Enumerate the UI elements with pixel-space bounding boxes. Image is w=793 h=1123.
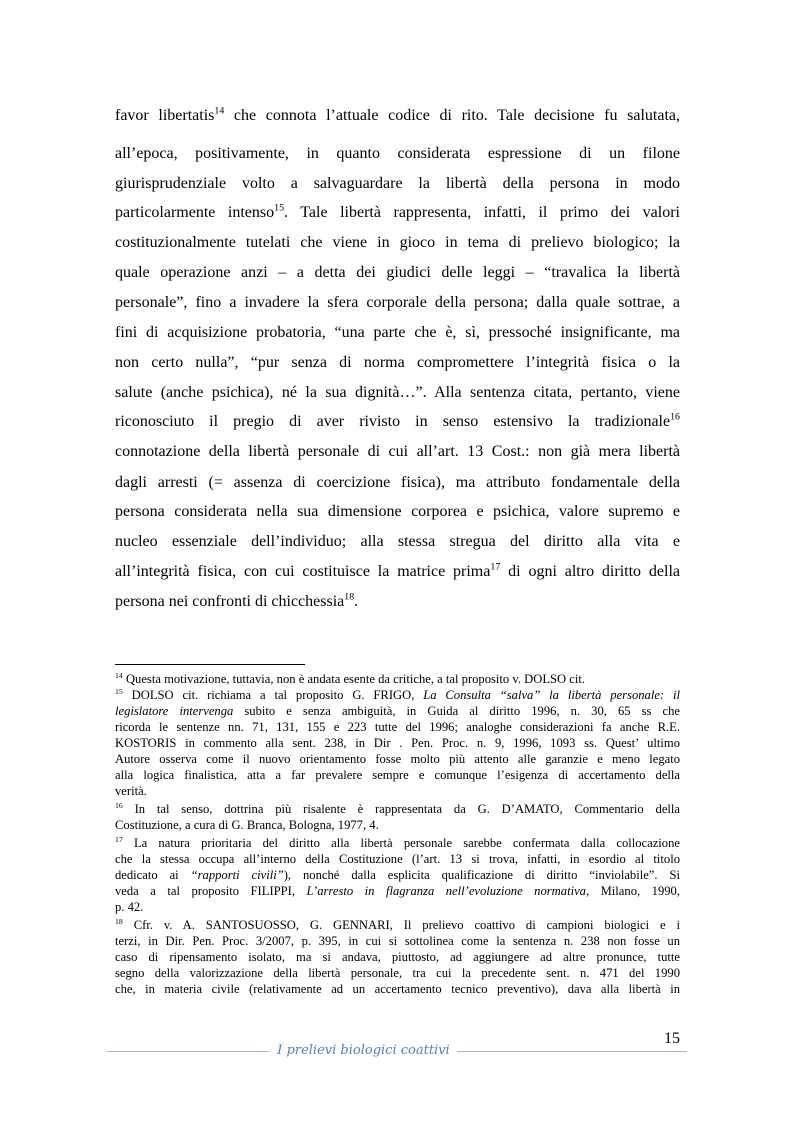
body-line: giurisprudenziale volto a salvaguardare la libertà della persona in modo bbox=[115, 175, 680, 192]
body-line: connotazione della libertà personale di cui all’art. 13 Cost.: non già mera libertà bbox=[115, 443, 680, 460]
footnote-line: veda a tal proposito FILIPPI, L’arresto in flagranza nell’evoluzione normativa, Milano, 1990, bbox=[115, 884, 680, 898]
body-line: favor libertatis$^{14}$ che connota l’attuale codice di rito. Tale decisione fu salutata, bbox=[115, 105, 681, 124]
footnote-line: dedicato ai “rapporti civili”), nonché dalla esplicita qualificazione di diritto “inviolabile”. Si bbox=[115, 868, 680, 882]
body-line: costituzionalmente tutelati che viene in gioco in tema di prelievo biologico; la bbox=[115, 234, 680, 251]
footer-rule-left bbox=[107, 1051, 269, 1052]
footnote-line: che la stessa occupa all’interno della Costituzione (l’art. 13 si trova, infatti, in esordio al titolo bbox=[115, 852, 680, 866]
body-line: salute (anche psichica), né la sua dignità…”. Alla sentenza citata, pertanto, viene bbox=[115, 384, 680, 401]
body-line: persona considerata nella sua dimensione corporea e psichica, valore supremo e bbox=[115, 503, 680, 520]
footnote-16: $^{16}$ In tal senso, dottrina più risalente è rappresentata da G. D’AMATO, Commentario della bbox=[115, 800, 680, 816]
footnote-18: $^{18}$ Cfr. v. A. SANTOSUOSSO, G. GENNARI, Il prelievo coattivo di campioni biologici e i bbox=[115, 916, 680, 932]
body-line: nucleo essenziale dell’individuo; alla stessa stregua del diritto alla vita e bbox=[115, 533, 680, 550]
footnote-line: legislatore intervenga subito e senza ambiguità, in Guida al diritto 1996, n. 30, 65 ss che bbox=[115, 704, 680, 718]
footer-running-title: I prelievi biologici coattivi bbox=[277, 1043, 450, 1058]
footnote-line: KOSTORIS in commento alla sent. 238, in Dir . Pen. Proc. n. 9, 1996, 1093 ss. Quest’ ultimo bbox=[115, 736, 680, 750]
footnote-line: Autore osserva come il nuovo orientamento fosse molto più attento alle garanzie e meno legato bbox=[115, 752, 680, 766]
footnote-line: Costituzione, a cura di G. Branca, Bologna, 1977, 4. bbox=[115, 818, 379, 832]
footnote-line: p. 42. bbox=[115, 900, 144, 914]
body-line: fini di acquisizione probatoria, “una parte che è, sì, pressoché insignificante, ma bbox=[115, 324, 680, 341]
body-line: non certo nulla”, “pur senza di norma compromettere l’integrità fisica o la bbox=[115, 354, 680, 371]
footnote-line: che, in materia civile (relativamente ad un accertamento tecnico preventivo), dava alla libertà in bbox=[115, 982, 680, 996]
body-line: personale”, fino a invadere la sfera corporale della persona; dalla quale sottrae, a bbox=[115, 294, 680, 311]
body-line: riconosciuto il pregio di aver rivisto in senso estensivo la tradizionale$^{16}$ bbox=[115, 411, 680, 430]
footnote-line: terzi, in Dir. Pen. Proc. 3/2007, p. 395, in cui si sottolinea come la sentenza n. 238 non fosse un bbox=[115, 934, 680, 948]
body-line: persona nei confronti di chicchessia$^{18}$. bbox=[115, 591, 359, 610]
footnote-14: $^{14}$ Questa motivazione, tuttavia, non è andata esente da critiche, a tal proposito v. DOLSO cit. bbox=[115, 670, 586, 686]
body-line: all’integrità fisica, con cui costituisce la matrice prima$^{17}$ di ogni altro diritto della bbox=[115, 561, 680, 580]
footnote-15: $^{15}$ DOLSO cit. richiama a tal proposito G. FRIGO, La Consulta “salva” la libertà personale: il bbox=[115, 686, 680, 702]
body-line: all’epoca, positivamente, in quanto considerata espressione di un filone bbox=[115, 145, 680, 162]
footnote-line: segno della valorizzazione della libertà personale, tra cui la precedente sent. n. 471 del 1990 bbox=[115, 966, 680, 980]
footer-rule-right bbox=[457, 1051, 687, 1052]
footnote-line: ricorda le sentenze nn. 71, 131, 155 e 223 tutte del 1996; analoghe considerazioni fa anche R.E. bbox=[115, 720, 680, 734]
footnote-line: caso di ripensamento isolato, ma si andava, piuttosto, ad aggiungere ad altre pronunce, tutte bbox=[115, 950, 680, 964]
footnote-separator bbox=[115, 664, 305, 665]
page-number: 15 bbox=[664, 1030, 680, 1047]
body-line: particolarmente intenso$^{15}$. Tale libertà rappresenta, infatti, il primo dei valori bbox=[115, 202, 681, 221]
footnote-line: alla logica finalistica, atta a far prevalere sempre e comunque l’esigenza di accertamento della bbox=[115, 768, 680, 782]
body-line: dagli arresti (= assenza di coercizione fisica), ma attributo fondamentale della bbox=[115, 474, 680, 491]
footnote-line: verità. bbox=[115, 784, 147, 798]
footnote-17: $^{17}$ La natura prioritaria del diritto alla libertà personale sarebbe confermata dalla collocazione bbox=[115, 834, 680, 850]
body-line: quale operazione anzi – a detta dei giudici delle leggi – “travalica la libertà bbox=[115, 264, 680, 281]
